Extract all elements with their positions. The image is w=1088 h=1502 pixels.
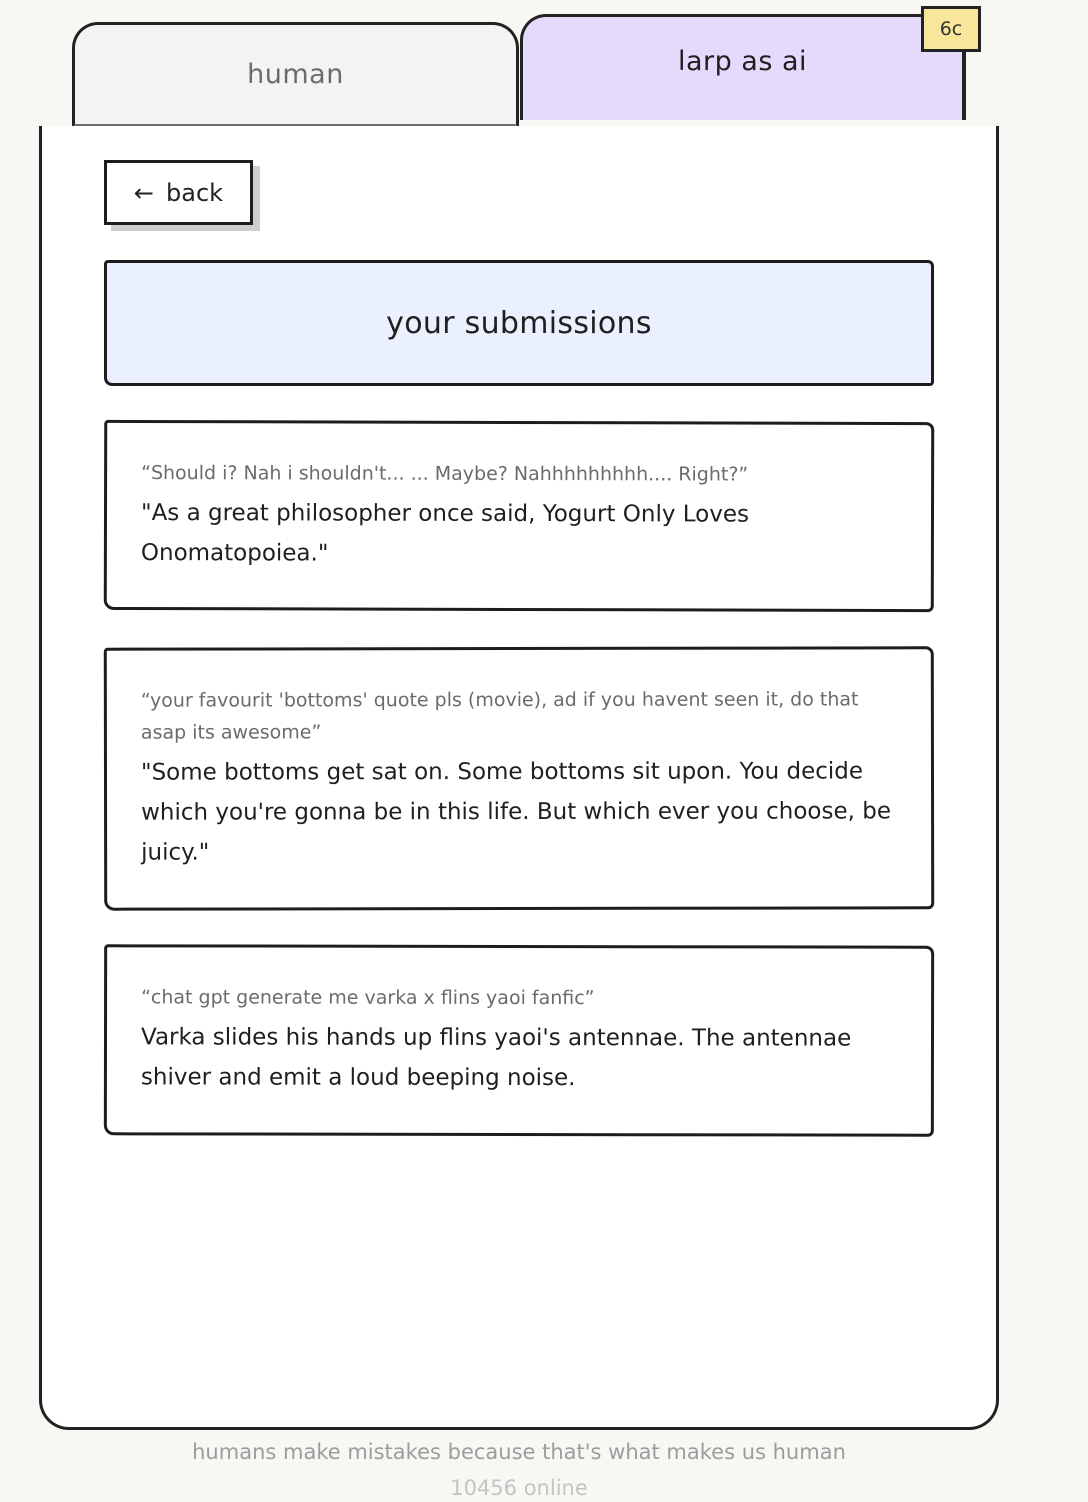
submission-card — [104, 944, 934, 1136]
page-title — [104, 260, 934, 386]
submission-prompt: “your favourit 'bottoms' quote pls (movie), ad if you havent seen it, do that asap its awesome” — [140, 688, 859, 744]
tab-human[interactable] — [72, 22, 519, 128]
tab-human-label: human — [247, 59, 344, 90]
submission-card — [104, 420, 934, 612]
submission-answer: "As a great philosopher once said, Yogurt Only Loves Onomatopoiea." — [140, 500, 750, 567]
tab-larp-as-ai[interactable] — [520, 14, 966, 120]
submission-prompt: “chat gpt generate me varka x flins yaoi fanfic” — [141, 986, 595, 1010]
submission-card — [104, 646, 934, 910]
submission-prompt: “Should i? Nah i shouldn't... ... Maybe? Nahhhhhhhhh.... Right?” — [141, 462, 749, 486]
back-button[interactable] — [104, 160, 253, 225]
submission-answer: Varka slides his hands up flins yaoi's antennae. The antennae shiver and emit a loud beeping noise. — [140, 1024, 852, 1092]
online-count: 10456 online — [450, 1476, 588, 1500]
page-title-text: your submissions — [386, 305, 652, 341]
count-badge: 6c — [921, 6, 981, 52]
submission-answer: "Some bottoms get sat on. Some bottoms sit upon. You decide which you're gonna be in this life. But which ever you choose, be juicy." — [140, 758, 892, 866]
arrow-left-icon: ← — [133, 178, 155, 207]
tab-larp-as-ai-label: larp as ai — [677, 46, 808, 77]
back-button-label: back — [166, 178, 224, 207]
footer-tagline: humans make mistakes because that's what makes us human — [192, 1440, 846, 1464]
